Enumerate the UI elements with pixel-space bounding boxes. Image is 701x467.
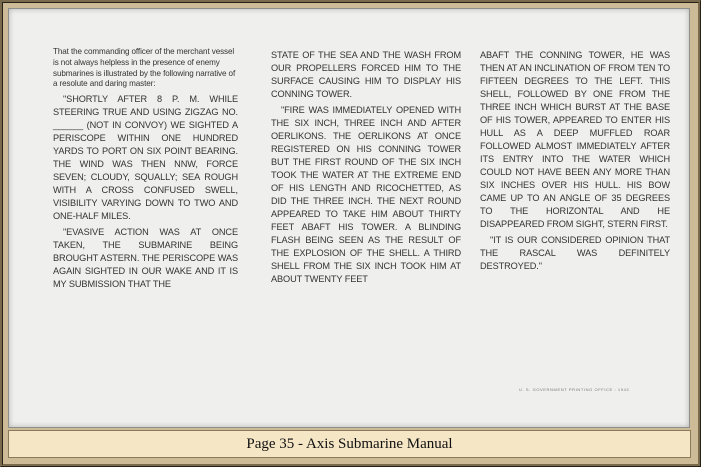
text-column-1 <box>53 47 238 294</box>
intro-paragraph: That the commanding officer of the merchant vessel is not always helpless in the presence of enemy submarines is illustrated by the following narrative of a resolute and daring master: <box>53 47 236 89</box>
caption-bar <box>8 430 691 458</box>
narrative-paragraph: "EVASIVE ACTION WAS AT ONCE TAKEN, THE SUBMARINE BEING BROUGHT ASTERN. THE PERISCOPE WAS AGAIN SIGHTED IN OUR WAKE AND IT IS MY SUBMISSION THAT THE <box>53 227 238 290</box>
text-column-2 <box>271 49 461 289</box>
page-caption: Page 35 - Axis Submarine Manual <box>246 435 453 452</box>
narrative-paragraph: "IT IS OUR CONSIDERED OPINION THAT THE RASCAL WAS DEFINITELY DESTROYED." <box>480 235 670 271</box>
manual-page <box>8 8 690 428</box>
narrative-paragraph: STATE OF THE SEA AND THE WASH FROM OUR PROPELLERS FORCED HIM TO THE SURFACE CAUSING HIM TO DISPLAY HIS CONNING TOWER. <box>271 50 461 99</box>
narrative-paragraph: "FIRE WAS IMMEDIATELY OPENED WITH THE SIX INCH, THREE INCH AND AFTER OERLIKONS. THE OERLIKONS AT ONCE REGISTERED ON HIS CONNING TOWER BUT THE FIRST ROUND OF THE SIX INCH TOOK THE WATER AT THE EXTREME END OF HIS LENGTH AND RICOCHETTED, AS DID THE THREE INCH. THE NEXT ROUND APPEARED TO TAKE HIM ABOUT THIRTY FEET ABAFT HIS TOWER. A BLINDING FLASH BEING SEEN AS THE RESULT OF THE EXPLOSION OF THE SHELL. A THIRD SHELL FROM THE SIX INCH TOOK HIM AT ABOUT TWENTY FEET <box>271 105 461 284</box>
text-column-3 <box>480 49 670 276</box>
narrative-paragraph: "SHORTLY AFTER 8 P. M. WHILE STEERING TRUE AND USING ZIGZAG NO. ______ (NOT IN CONVOY) WE SIGHTED A PERISCOPE WITHIN ONE HUNDRED YARDS TO PORT ON SIX POINT BEARING. THE WIND WAS THEN NNW, FORCE SEVEN; CLOUDY, SQUALLY; SEA ROUGH WITH A CROSS CONFUSED SWELL, VISIBILITY VARYING DOWN TO TWO AND ONE-HALF MILES. <box>53 94 238 222</box>
narrative-paragraph: ABAFT THE CONNING TOWER, HE WAS THEN AT AN INCLINATION OF FROM TEN TO FIFTEEN DEGREES TO THE LEFT. THIS SHELL, FOLLOWED BY ONE FROM THE THREE INCH WHICH BURST AT THE BASE OF HIS TOWER, APPEARED TO ENTER HIS HULL AS A DEEP MUFFLED ROAR FOLLOWED ALMOST IMMEDIATELY AFTER ITS ENTRY INTO THE WATER WHICH COULD NOT HAVE BEEN ANY MORE THAN SIX INCHES OVER HIS HULL. HIS BOW CAME UP TO AN ANGLE OF 35 DEGREES TO THE HORIZONTAL AND HE DISAPPEARED FROM SIGHT, STERN FIRST. <box>480 50 670 229</box>
printer-note: U. S. GOVERNMENT PRINTING OFFICE : 1943 <box>519 387 630 392</box>
